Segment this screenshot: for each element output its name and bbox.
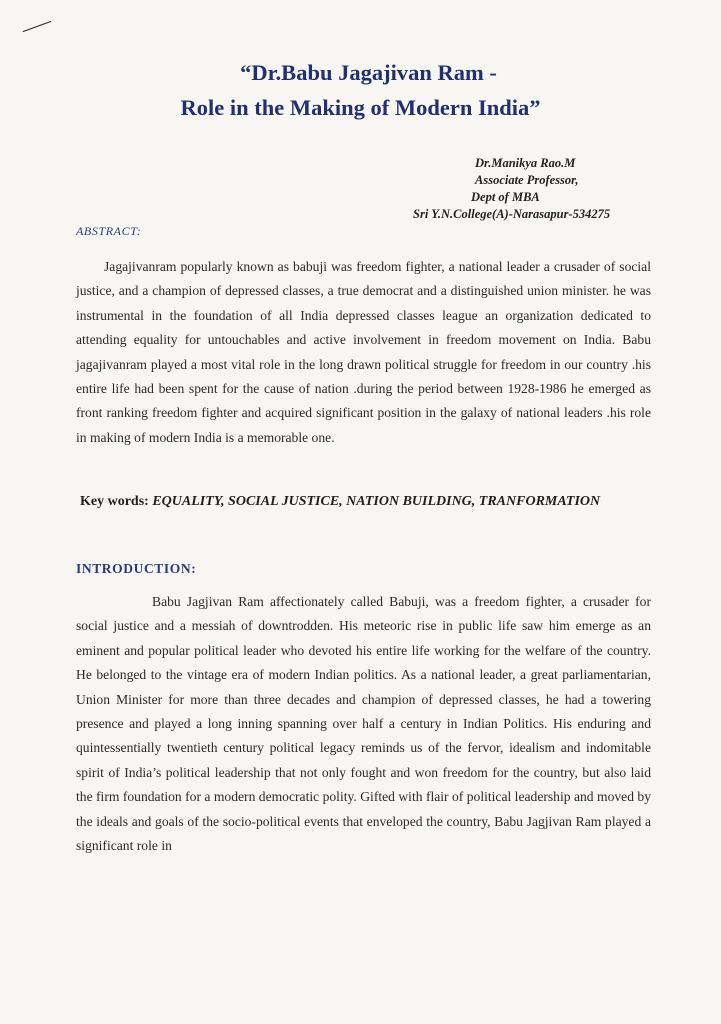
introduction-heading: INTRODUCTION: [76,561,197,576]
introduction-text: Babu Jagjivan Ram affectionately called Babuji, was a freedom fighter, a crusader for social justice and a messiah of downtrodden. His meteoric rise in public life saw him emerge as an eminent and popular political leader who devoted his entire life working for the welfare of the country. He belonged to the vintage era of modern Indian politics. As a national leader, a great parliamentarian, Union Minister for more than three decades and champion of depressed classes, he had a towering presence and played a long inning spanning over half a century in Indian Politics. His enduring and quintessentially twentieth century political legacy reminds us of the fervor, idealism and indomitable spirit of India’s political leadership that not only fought and won freedom for the country, but also laid the firm foundation for a modern democratic polity. Gifted with flair of political leadership and moved by the ideals and goals of the socio-political events that enveloped the country, Babu Jagjivan Ram played a significant role in [76,594,651,854]
abstract-text: Jagajivanram popularly known as babuji was freedom fighter, a national leader a crusader of social justice, and a champion of depressed classes, a true democrat and a distinguished union minister. he was instrumental in the foundation of all India depressed classes league an organization dedicated to attending equality for untouchables and active involvement in freedom movement on India. Babu jagajivanram played a most vital role in the long drawn political struggle for freedom in our country .his entire life had been spent for the cause of nation .during the period between 1928-1986 he emerged as front ranking freedom fighter and acquired significant position in the galaxy of national leaders .his role in making of modern India is a memorable one. [76,259,651,445]
author-position: Associate Professor, [475,173,579,187]
abstract-heading: ABSTRACT: [76,224,142,238]
author-institution: Sri Y.N.College(A)-Narasapur-534275 [413,207,611,221]
author-block [395,155,655,223]
title-line-1: “Dr.Babu Jagajivan Ram - [240,60,497,85]
title-line-2: Role in the Making of Modern India” [180,95,541,120]
author-name: Dr.Manikya Rao.M [475,156,576,170]
author-department: Dept of MBA [471,190,540,204]
keywords-line [80,494,680,510]
keywords-terms: EQUALITY, SOCIAL JUSTICE, NATION BUILDING, TRANFORMATION [152,494,601,509]
keywords-label: Key words: [80,494,149,509]
pen-mark [23,21,52,32]
